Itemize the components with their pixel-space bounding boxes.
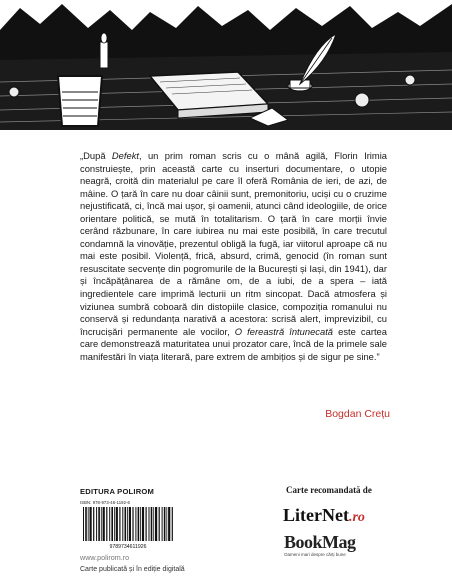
- blurb-author: Bogdan Crețu: [325, 408, 390, 420]
- cover-illustration: [0, 0, 452, 130]
- bookmag-logo-name: BookMag: [284, 532, 356, 552]
- recommended-by-label: Carte recomandată de: [286, 485, 372, 495]
- blurb-text-3: este cartea care demonstrează maturitatea unui prozator care, încă de la primele sale manifestări în viața literară, pare extrem de ambițios și de sigur pe sine.”: [80, 325, 387, 362]
- blurb-book-title-1: Defekt: [111, 150, 139, 161]
- candle-icon: [100, 33, 108, 68]
- paper-ball-icon: [355, 93, 369, 107]
- publisher-website: www.polirom.ro: [80, 553, 130, 562]
- liternet-logo: [283, 505, 365, 526]
- barcode: [80, 507, 176, 549]
- glass-icon: [58, 76, 102, 126]
- back-cover-blurb: [80, 150, 387, 363]
- liternet-logo-main: LiterNet: [283, 505, 349, 525]
- bookmag-tagline: Oameni mari despre cărți bune: [284, 552, 346, 557]
- blurb-text-2: , un prim roman scris cu o mână agilă, Florin Irimia construiește, prin această carte cu inserturi documentare, o utopie neagră, croită din materialul pe care îl oferă România de ieri, de azi, de mâine. O țară în care nu doar câinii sunt, premonitoriu, uciși cu o cruzime nejustificată, ci, încă mai ușor, și oamenii, atunci când ideologiile, de orice orientare politică, se mută în totalitarism. O țară în care morții învie cerând răzbunare, în care iubirea nu mai este posibilă, în care trecutul condamnă la vinovăție, prezentul obligă la fugă, iar viitorul aproape că nu mai este posibil. Violență, frică, absurd, crimă, genocid (în roman sunt resuscitate secvențe din pogromurile de la București și Iași, din 1941), dar și încăpățânarea de a rămâne om, de a iubi, de a spera – iată ingredientele care imprimă lecturii un ritm sincopat. Dacă atmosfera și viziunea sumbră coboară din distopiile clasice, compoziția romanului nu conservă și redundanța narativă a acestora: scrisă alert, imprevizibil, cu încrucișări permanente ale vocilor,: [80, 150, 387, 337]
- liternet-logo-suffix: .ro: [348, 510, 365, 525]
- digital-edition-note: Carte publicată și în ediție digitală: [80, 566, 185, 573]
- publisher-name: EDITURA POLIROM: [80, 487, 155, 496]
- paper-ball-icon: [405, 75, 415, 85]
- inkwell-icon: [288, 80, 312, 91]
- blurb-book-title-2: O fereastră întunecată: [234, 325, 334, 337]
- paper-ball-icon: [9, 87, 19, 97]
- isbn-number: ISBN: 978-973-46-1192-6: [80, 500, 130, 505]
- barcode-digits: 9789734611926: [109, 544, 147, 549]
- bookmag-logo: [284, 532, 364, 557]
- isbn-block: [80, 500, 176, 549]
- blurb-text-1: „După: [80, 150, 112, 161]
